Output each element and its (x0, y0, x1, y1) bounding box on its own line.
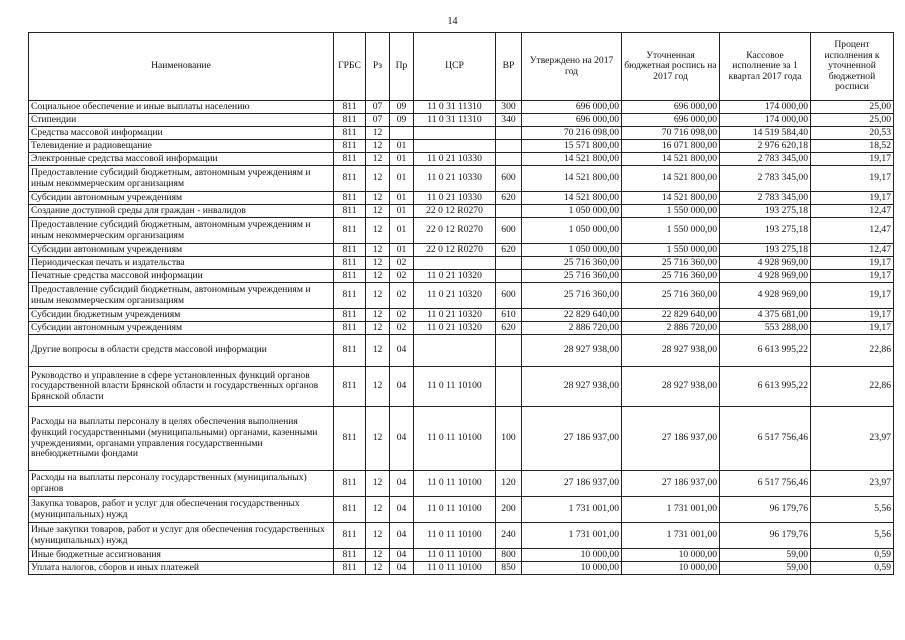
cell-vr (496, 270, 522, 283)
table-row (29, 192, 894, 205)
cell-percent: 19,17 (811, 322, 894, 335)
cell-percent: 5,56 (811, 497, 894, 523)
cell-percent: 19,17 (811, 166, 894, 192)
cell-csr: 11 0 11 10100 (414, 549, 496, 562)
cell-rz: 12 (366, 270, 390, 283)
header-csr: ЦСР (414, 33, 496, 101)
cell-percent: 19,17 (811, 309, 894, 322)
cell-rz: 12 (366, 497, 390, 523)
cell-name: Электронные средства массовой информации (29, 153, 334, 166)
header-percent: Процент исполнения к уточненной бюджетной росписи (811, 33, 894, 101)
cell-approved: 1 731 001,00 (522, 523, 622, 549)
header-cash: Кассовое исполнение за 1 квартал 2017 года (720, 33, 811, 101)
cell-pr: 04 (390, 562, 414, 575)
cell-grbs: 811 (334, 218, 366, 244)
cell-cash: 2 783 345,00 (720, 153, 811, 166)
cell-cash: 193 275,18 (720, 205, 811, 218)
cell-refined: 14 521 800,00 (622, 192, 720, 205)
cell-csr (414, 257, 496, 270)
cell-rz: 07 (366, 101, 390, 114)
header-refined: Уточненная бюджетная роспись на 2017 год (622, 33, 720, 101)
cell-approved: 14 521 800,00 (522, 192, 622, 205)
cell-name: Иные закупки товаров, работ и услуг для обеспечения государственных (муниципальных) нужд (29, 523, 334, 549)
table-row (29, 218, 894, 244)
cell-approved: 696 000,00 (522, 101, 622, 114)
cell-csr: 22 0 12 R0270 (414, 244, 496, 257)
table-row (29, 322, 894, 335)
cell-approved: 22 829 640,00 (522, 309, 622, 322)
cell-cash: 6 517 756,46 (720, 471, 811, 497)
cell-vr: 300 (496, 101, 522, 114)
cell-pr: 01 (390, 153, 414, 166)
cell-refined: 28 927 938,00 (622, 335, 720, 367)
table-row (29, 270, 894, 283)
table-row (29, 114, 894, 127)
cell-pr: 01 (390, 192, 414, 205)
cell-grbs: 811 (334, 523, 366, 549)
cell-percent: 5,56 (811, 523, 894, 549)
cell-approved: 696 000,00 (522, 114, 622, 127)
cell-name: Закупка товаров, работ и услуг для обеспечения государственных (муниципальных) нужд (29, 497, 334, 523)
cell-percent: 22,86 (811, 367, 894, 407)
header-grbs: ГРБС (334, 33, 366, 101)
cell-cash: 96 179,76 (720, 497, 811, 523)
cell-cash: 4 928 969,00 (720, 283, 811, 309)
cell-approved: 15 571 800,00 (522, 140, 622, 153)
cell-cash: 4 928 969,00 (720, 270, 811, 283)
cell-vr: 100 (496, 407, 522, 471)
cell-refined: 14 521 800,00 (622, 166, 720, 192)
cell-refined: 22 829 640,00 (622, 309, 720, 322)
cell-grbs: 811 (334, 322, 366, 335)
table-header-row (29, 33, 894, 101)
cell-cash: 6 517 756,46 (720, 407, 811, 471)
cell-grbs: 811 (334, 166, 366, 192)
cell-pr: 01 (390, 218, 414, 244)
cell-pr: 01 (390, 166, 414, 192)
cell-pr: 09 (390, 101, 414, 114)
cell-name: Печатные средства массовой информации (29, 270, 334, 283)
cell-approved: 10 000,00 (522, 562, 622, 575)
cell-cash: 59,00 (720, 549, 811, 562)
cell-rz: 12 (366, 335, 390, 367)
cell-name: Периодическая печать и издательства (29, 257, 334, 270)
cell-pr: 01 (390, 244, 414, 257)
cell-refined: 27 186 937,00 (622, 407, 720, 471)
table-row (29, 127, 894, 140)
cell-percent: 19,17 (811, 270, 894, 283)
page-number: 14 (447, 16, 458, 27)
cell-grbs: 811 (334, 283, 366, 309)
cell-refined: 27 186 937,00 (622, 471, 720, 497)
cell-csr: 11 0 11 10100 (414, 471, 496, 497)
cell-grbs: 811 (334, 127, 366, 140)
cell-approved: 25 716 360,00 (522, 283, 622, 309)
cell-pr: 01 (390, 205, 414, 218)
cell-percent: 19,17 (811, 283, 894, 309)
cell-vr: 120 (496, 471, 522, 497)
cell-vr (496, 127, 522, 140)
cell-approved: 1 050 000,00 (522, 218, 622, 244)
cell-grbs: 811 (334, 140, 366, 153)
cell-percent: 23,97 (811, 407, 894, 471)
cell-refined: 10 000,00 (622, 549, 720, 562)
cell-cash: 6 613 995,22 (720, 367, 811, 407)
cell-rz: 12 (366, 127, 390, 140)
cell-rz: 12 (366, 205, 390, 218)
cell-grbs: 811 (334, 309, 366, 322)
cell-pr: 04 (390, 549, 414, 562)
cell-grbs: 811 (334, 549, 366, 562)
header-approved: Утверждено на 2017 год (522, 33, 622, 101)
cell-refined: 25 716 360,00 (622, 283, 720, 309)
cell-approved: 27 186 937,00 (522, 407, 622, 471)
cell-csr (414, 140, 496, 153)
cell-vr: 600 (496, 218, 522, 244)
cell-name: Социальное обеспечение и иные выплаты населению (29, 101, 334, 114)
cell-refined: 1 550 000,00 (622, 244, 720, 257)
table-row (29, 471, 894, 497)
table-row (29, 309, 894, 322)
cell-refined: 14 521 800,00 (622, 153, 720, 166)
cell-grbs: 811 (334, 562, 366, 575)
cell-pr: 04 (390, 335, 414, 367)
cell-pr: 09 (390, 114, 414, 127)
cell-vr: 800 (496, 549, 522, 562)
cell-refined: 2 886 720,00 (622, 322, 720, 335)
table-row (29, 166, 894, 192)
cell-pr: 04 (390, 497, 414, 523)
cell-csr: 11 0 31 11310 (414, 114, 496, 127)
cell-approved: 25 716 360,00 (522, 270, 622, 283)
header-name: Наименование (29, 33, 334, 101)
cell-pr: 02 (390, 283, 414, 309)
cell-percent: 19,17 (811, 153, 894, 166)
cell-percent: 20,53 (811, 127, 894, 140)
cell-grbs: 811 (334, 471, 366, 497)
cell-vr: 600 (496, 166, 522, 192)
cell-cash: 4 928 969,00 (720, 257, 811, 270)
cell-csr: 11 0 11 10100 (414, 523, 496, 549)
cell-approved: 14 521 800,00 (522, 166, 622, 192)
cell-pr: 04 (390, 471, 414, 497)
cell-pr: 02 (390, 270, 414, 283)
cell-vr: 340 (496, 114, 522, 127)
cell-name: Субсидии автономным учреждениям (29, 192, 334, 205)
table-row (29, 407, 894, 471)
cell-cash: 4 375 681,00 (720, 309, 811, 322)
cell-name: Предоставление субсидий бюджетным, автономным учреждениям и иным некоммерческим организациям (29, 218, 334, 244)
cell-pr: 04 (390, 407, 414, 471)
cell-vr: 850 (496, 562, 522, 575)
cell-name: Средства массовой информации (29, 127, 334, 140)
table-row (29, 523, 894, 549)
cell-vr: 610 (496, 309, 522, 322)
cell-vr (496, 367, 522, 407)
table-row (29, 549, 894, 562)
cell-name: Иные бюджетные ассигнования (29, 549, 334, 562)
header-pr: Пр (390, 33, 414, 101)
cell-approved: 1 050 000,00 (522, 244, 622, 257)
cell-rz: 12 (366, 322, 390, 335)
cell-cash: 2 783 345,00 (720, 192, 811, 205)
cell-name: Расходы на выплаты персоналу в целях обеспечения выполнения функций государственными (муниципальными) органами, казенными учреждениями, органами управления государственными внебюджетными фондами (29, 407, 334, 471)
cell-vr: 600 (496, 283, 522, 309)
cell-rz: 12 (366, 471, 390, 497)
cell-percent: 19,17 (811, 192, 894, 205)
cell-grbs: 811 (334, 192, 366, 205)
cell-rz: 12 (366, 153, 390, 166)
cell-csr: 11 0 31 11310 (414, 101, 496, 114)
cell-rz: 12 (366, 562, 390, 575)
cell-name: Стипендии (29, 114, 334, 127)
cell-vr (496, 205, 522, 218)
cell-percent: 12,47 (811, 218, 894, 244)
header-rz: Рз (366, 33, 390, 101)
cell-csr: 11 0 21 10320 (414, 270, 496, 283)
table-row (29, 153, 894, 166)
cell-vr (496, 140, 522, 153)
cell-csr (414, 127, 496, 140)
cell-percent: 25,00 (811, 114, 894, 127)
cell-rz: 12 (366, 549, 390, 562)
cell-approved: 25 716 360,00 (522, 257, 622, 270)
cell-grbs: 811 (334, 101, 366, 114)
cell-name: Расходы на выплаты персоналу государственных (муниципальных) органов (29, 471, 334, 497)
cell-grbs: 811 (334, 153, 366, 166)
cell-percent: 0,59 (811, 562, 894, 575)
table-body (29, 101, 894, 575)
cell-cash: 59,00 (720, 562, 811, 575)
cell-percent: 12,47 (811, 205, 894, 218)
cell-rz: 12 (366, 166, 390, 192)
cell-refined: 1 550 000,00 (622, 218, 720, 244)
cell-percent: 23,97 (811, 471, 894, 497)
table-row (29, 283, 894, 309)
cell-percent: 12,47 (811, 244, 894, 257)
cell-approved: 27 186 937,00 (522, 471, 622, 497)
cell-percent: 18,52 (811, 140, 894, 153)
cell-rz: 12 (366, 192, 390, 205)
table-row (29, 140, 894, 153)
cell-csr: 22 0 12 R0270 (414, 205, 496, 218)
cell-grbs: 811 (334, 335, 366, 367)
cell-approved: 1 731 001,00 (522, 497, 622, 523)
cell-name: Субсидии автономным учреждениям (29, 322, 334, 335)
cell-csr: 11 0 11 10100 (414, 367, 496, 407)
cell-cash: 6 613 995,22 (720, 335, 811, 367)
cell-grbs: 811 (334, 257, 366, 270)
cell-approved: 2 886 720,00 (522, 322, 622, 335)
cell-approved: 1 050 000,00 (522, 205, 622, 218)
cell-pr: 02 (390, 309, 414, 322)
cell-cash: 14 519 584,40 (720, 127, 811, 140)
cell-refined: 696 000,00 (622, 114, 720, 127)
cell-rz: 12 (366, 244, 390, 257)
cell-approved: 70 216 098,00 (522, 127, 622, 140)
table-row (29, 205, 894, 218)
cell-pr: 02 (390, 257, 414, 270)
cell-refined: 28 927 938,00 (622, 367, 720, 407)
cell-vr: 620 (496, 244, 522, 257)
cell-cash: 2 976 620,18 (720, 140, 811, 153)
cell-csr: 11 0 11 10100 (414, 562, 496, 575)
table-row (29, 335, 894, 367)
cell-refined: 70 716 098,00 (622, 127, 720, 140)
cell-cash: 193 275,18 (720, 244, 811, 257)
cell-name: Предоставление субсидий бюджетным, автономным учреждениям и иным некоммерческим организациям (29, 283, 334, 309)
cell-csr: 11 0 21 10330 (414, 166, 496, 192)
cell-grbs: 811 (334, 407, 366, 471)
cell-pr: 01 (390, 140, 414, 153)
cell-pr: 02 (390, 322, 414, 335)
cell-name: Телевидение и радиовещание (29, 140, 334, 153)
cell-refined: 696 000,00 (622, 101, 720, 114)
cell-refined: 1 550 000,00 (622, 205, 720, 218)
cell-name: Создание доступной среды для граждан - инвалидов (29, 205, 334, 218)
cell-grbs: 811 (334, 270, 366, 283)
cell-pr: 04 (390, 523, 414, 549)
cell-pr: 04 (390, 367, 414, 407)
cell-name: Субсидии бюджетным учреждениям (29, 309, 334, 322)
cell-csr: 11 0 21 10320 (414, 322, 496, 335)
cell-rz: 12 (366, 257, 390, 270)
table-row (29, 367, 894, 407)
cell-percent: 19,17 (811, 257, 894, 270)
cell-csr: 11 0 21 10320 (414, 283, 496, 309)
cell-csr: 11 0 21 10330 (414, 192, 496, 205)
cell-rz: 12 (366, 309, 390, 322)
cell-rz: 12 (366, 367, 390, 407)
cell-refined: 25 716 360,00 (622, 257, 720, 270)
table-row (29, 101, 894, 114)
table-row (29, 257, 894, 270)
cell-pr (390, 127, 414, 140)
cell-grbs: 811 (334, 367, 366, 407)
cell-refined: 1 731 001,00 (622, 497, 720, 523)
cell-cash: 96 179,76 (720, 523, 811, 549)
cell-name: Другие вопросы в области средств массовой информации (29, 335, 334, 367)
cell-rz: 12 (366, 407, 390, 471)
cell-rz: 07 (366, 114, 390, 127)
cell-csr: 11 0 11 10100 (414, 497, 496, 523)
cell-rz: 12 (366, 218, 390, 244)
cell-csr: 11 0 11 10100 (414, 407, 496, 471)
cell-name: Руководство и управление в сфере установленных функций органов государственной власти Брянской области и государственных органов Брянской области (29, 367, 334, 407)
cell-vr (496, 335, 522, 367)
cell-cash: 553 288,00 (720, 322, 811, 335)
cell-cash: 174 000,00 (720, 101, 811, 114)
cell-refined: 25 716 360,00 (622, 270, 720, 283)
cell-vr: 620 (496, 192, 522, 205)
cell-cash: 174 000,00 (720, 114, 811, 127)
cell-csr: 11 0 21 10320 (414, 309, 496, 322)
cell-vr: 240 (496, 523, 522, 549)
cell-refined: 1 731 001,00 (622, 523, 720, 549)
cell-percent: 22,86 (811, 335, 894, 367)
cell-vr: 620 (496, 322, 522, 335)
cell-percent: 0,59 (811, 549, 894, 562)
cell-name: Предоставление субсидий бюджетным, автономным учреждениям и иным некоммерческим организациям (29, 166, 334, 192)
cell-csr (414, 335, 496, 367)
cell-vr (496, 257, 522, 270)
cell-grbs: 811 (334, 244, 366, 257)
cell-cash: 2 783 345,00 (720, 166, 811, 192)
cell-vr (496, 153, 522, 166)
cell-rz: 12 (366, 523, 390, 549)
cell-approved: 14 521 800,00 (522, 153, 622, 166)
cell-rz: 12 (366, 140, 390, 153)
budget-table (28, 32, 894, 575)
cell-percent: 25,00 (811, 101, 894, 114)
cell-grbs: 811 (334, 114, 366, 127)
cell-grbs: 811 (334, 497, 366, 523)
table-row (29, 562, 894, 575)
cell-refined: 16 071 800,00 (622, 140, 720, 153)
cell-refined: 10 000,00 (622, 562, 720, 575)
cell-csr: 22 0 12 R0270 (414, 218, 496, 244)
cell-approved: 28 927 938,00 (522, 335, 622, 367)
cell-rz: 12 (366, 283, 390, 309)
cell-csr: 11 0 21 10330 (414, 153, 496, 166)
table-row (29, 244, 894, 257)
cell-grbs: 811 (334, 205, 366, 218)
cell-name: Уплата налогов, сборов и иных платежей (29, 562, 334, 575)
cell-name: Субсидии автономным учреждениям (29, 244, 334, 257)
cell-approved: 10 000,00 (522, 549, 622, 562)
cell-cash: 193 275,18 (720, 218, 811, 244)
table-row (29, 497, 894, 523)
header-vr: ВР (496, 33, 522, 101)
cell-approved: 28 927 938,00 (522, 367, 622, 407)
cell-vr: 200 (496, 497, 522, 523)
